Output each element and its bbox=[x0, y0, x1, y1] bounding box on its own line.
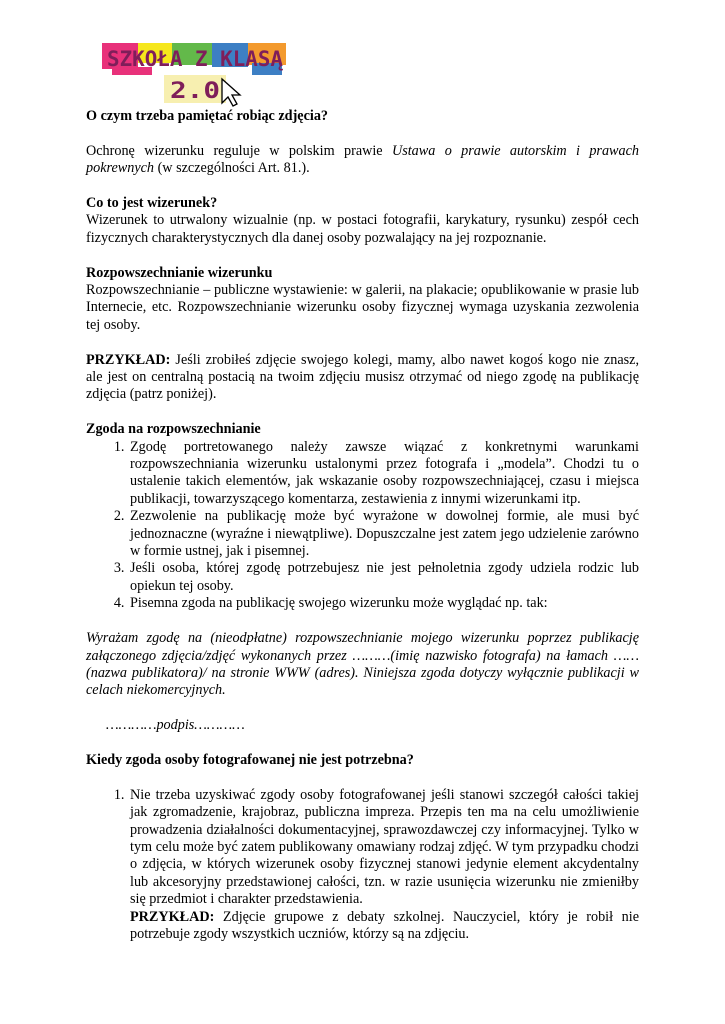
section-heading-wizerunek: Co to jest wizerunek? bbox=[86, 195, 218, 211]
signature-line: …………podpis………… bbox=[106, 717, 245, 734]
szkola-z-klasa-logo bbox=[100, 41, 290, 107]
example-text: Zdjęcie grupowe z debaty szkolnej. Nauczyciel, który je robił nie potrzebuje zgody wszystkich uczniów, którzy są na zdjęciu. bbox=[130, 908, 639, 942]
list-item: 2. Zezwolenie na publikację może być wyrażone w dowolnej formie, ale musi być jednoznaczne (wyraźne i niewątpliwe). Dopuszczalne jest zatem jego udzielenie zarówno w formie ustnej, jak i pisemnej. bbox=[128, 508, 639, 560]
example-label: PRZYKŁAD: bbox=[86, 351, 171, 368]
list-item bbox=[128, 787, 639, 944]
logo-line1: SZKOŁA Z KLASĄ bbox=[107, 47, 284, 71]
list-item: 1. Zgodę portretowanego należy zawsze wiązać z konkretnymi warunkami rozpowszechniania wizerunku ustalonymi przez fotografa i „modela”. Chodzi tu o ustalenie takich elementów, jak wskazanie osoby rozpowszechniającej, czasu i miejsca publikacji, towarzyszącego komentarza, zestawienia z innymi wizerunkami itp. bbox=[128, 439, 639, 509]
intro-paragraph bbox=[86, 143, 639, 178]
intro-after: (w szczególności Art. 81.). bbox=[154, 160, 310, 177]
law-name: Ustawa o prawie autorskim i prawach pokrewnych bbox=[86, 142, 639, 177]
example-paragraph-1 bbox=[86, 352, 639, 404]
section-text-wizerunek: Wizerunek to utrwalony wizualnie (np. w postaci fotografii, karykatury, rysunku) zespół cech fizycznych charakterystycznych dla danej osoby pozwalający na jej rozpoznanie. bbox=[86, 212, 639, 246]
page-title: O czym trzeba pamiętać robiąc zdjęcia? bbox=[86, 108, 329, 124]
logo-line2: 2.0 bbox=[170, 79, 220, 104]
example-label: PRZYKŁAD: bbox=[130, 908, 215, 925]
section-text-rozpowszechnianie: Rozpowszechnianie – publiczne wystawienie: w galerii, na plakacie; opublikowanie w prasie lub Internecie, etc. Rozpowszechnianie wizerunku osoby fizycznej wymaga uzyskania zezwolenia tej osoby. bbox=[86, 282, 639, 333]
list-item-text: Nie trzeba uzyskiwać zgody osoby fotografowanej jeśli stanowi szczegół całości takiej jak zgromadzenie, krajobraz, publiczna impreza. Przepis ten ma na celu umożliwienie prowadzenia działalności dokumentacyjnej, sprawozdawczej czy informacyjnej. Tylko w tym celu może być zatem publikowany omawiany rodzaj zdjęć. W tym przypadku chodzi o zdjęcia, w których wizerunek osoby fizycznej stanowi jedynie element akcydentalny lub akcesoryjny przedstawionej całości, tzn. w razie usunięcia wizerunku nie zmieniłby się przedmiot i charakter przedstawienia. bbox=[130, 786, 639, 908]
list-item: 3. Jeśli osoba, której zgodę potrzebujesz nie jest pełnoletnia zgody udziela rodzic lub opiekun tej osoby. bbox=[128, 560, 639, 595]
section-heading-zgoda: Zgoda na rozpowszechnianie bbox=[86, 421, 261, 438]
list-item: 4. Pisemna zgoda na publikację swojego wizerunku może wyglądać np. tak: bbox=[128, 595, 639, 612]
section-heading-bez-zgody: Kiedy zgoda osoby fotografowanej nie jest potrzebna? bbox=[86, 751, 414, 768]
section-heading-rozpowszechnianie: Rozpowszechnianie wizerunku bbox=[86, 264, 273, 281]
document-content bbox=[86, 108, 639, 943]
no-consent-list bbox=[86, 787, 639, 944]
example-text: Jeśli zrobiłeś zdjęcie swojego kolegi, mamy, albo nawet kogoś kogo nie znasz, ale jest on centralną postacią na twoim zdjęciu musisz otrzymać od niego zgodę na publikację zdjęcia (patrz poniżej). bbox=[86, 351, 639, 403]
consent-rules-list bbox=[86, 439, 639, 613]
consent-template: Wyrażam zgodę na (nieodpłatne) rozpowszechnianie mojego wizerunku poprzez publikację załączonego zdjęcia/zdjęć wykonanych przez ………(imię nazwisko fotografa) na łamach ……(nazwa publikatora)/ na stronie WWW (adres). Niniejsza zgoda dotyczy wyłącznie publikacji w celach niekomercyjnych. bbox=[86, 630, 639, 699]
intro-before: Ochronę wizerunku reguluje w polskim prawie bbox=[86, 142, 392, 159]
